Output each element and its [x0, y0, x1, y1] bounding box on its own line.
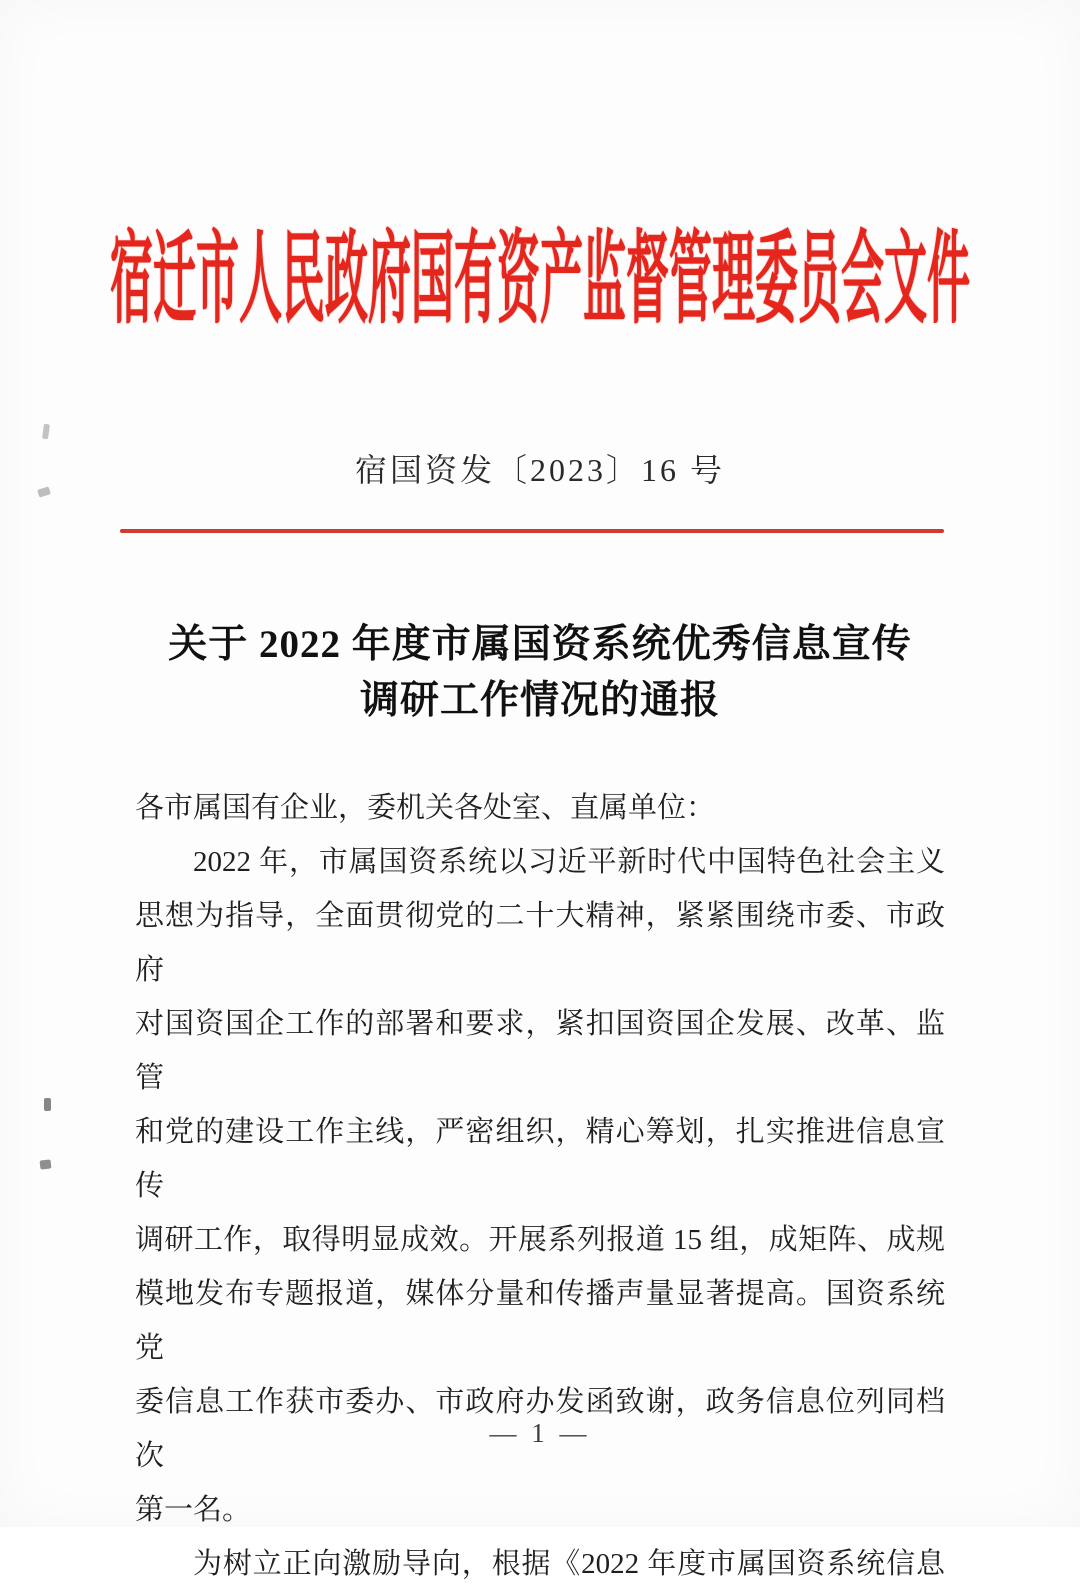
body-line: 委信息工作获市委办、市政府办发函致谢，政务信息位列同档次 — [135, 1386, 945, 1472]
body-line-salutation: 各市属国有企业，委机关各处室、直属单位： — [135, 792, 716, 824]
document-title-line2: 调研工作情况的通报 — [359, 679, 720, 722]
page-number: — 1 — — [489, 1418, 591, 1448]
scan-artifact — [40, 1159, 52, 1169]
body-line: 思想为指导，全面贯彻党的二十大精神，紧紧围绕市委、市政府 — [135, 900, 945, 986]
body-line: 第一名。 — [135, 1494, 252, 1526]
issuing-org-title: 宿迁市人民政府国有资产监督管理委员会文件 — [110, 226, 970, 337]
document-body — [135, 781, 945, 1591]
body-line: 2022 年，市属国资系统以习近平新时代中国特色社会主义 — [193, 846, 945, 878]
document-title — [135, 617, 945, 729]
scan-artifact — [44, 1098, 51, 1111]
document-title-line1: 关于 2022 年度市属国资系统优秀信息宣传 — [168, 623, 912, 666]
body-line: 调研工作，取得明显成效。开展系列报道 15 组，成矩阵、成规 — [135, 1224, 945, 1256]
body-line: 模地发布专题报道，媒体分量和传播声量显著提高。国资系统党 — [135, 1278, 945, 1364]
body-line: 对国资国企工作的部署和要求，紧扣国资国企发展、改革、监管 — [135, 1008, 945, 1094]
scan-artifact — [42, 424, 50, 440]
body-line: 和党的建设工作主线，严密组织，精心筹划，扎实推进信息宣传 — [135, 1116, 945, 1202]
body-line: 为树立正向激励导向，根据《2022 年度市属国资系统信息 — [193, 1548, 945, 1580]
doc-number: 宿国资发〔2023〕16 号 — [354, 452, 725, 488]
red-divider-line — [120, 529, 944, 533]
document-header-banner — [0, 212, 1080, 337]
